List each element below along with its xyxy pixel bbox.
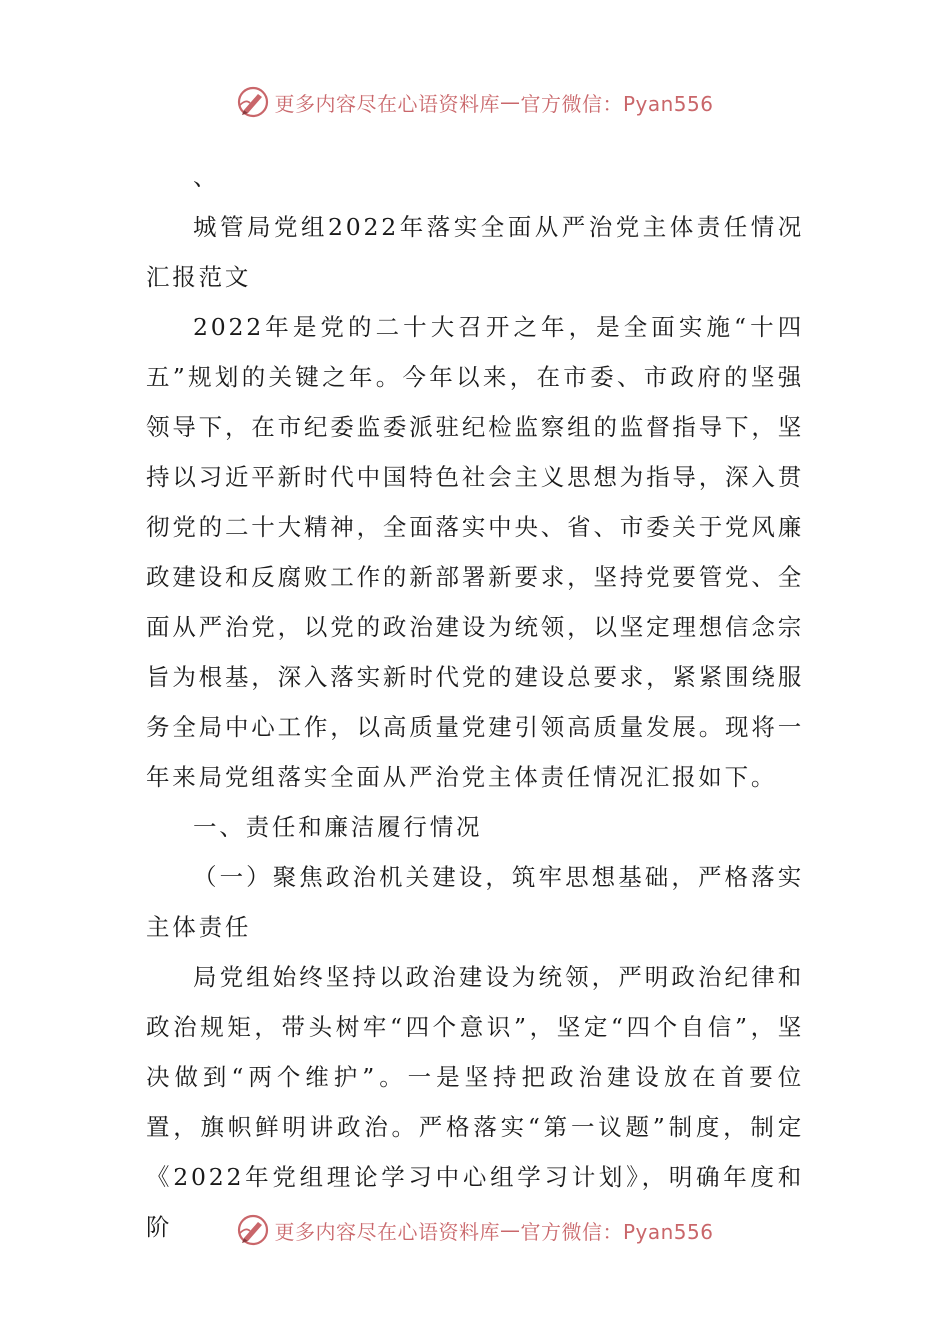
- punctuation-mark: 、: [193, 163, 217, 191]
- watermark-contact: 官方微信：Pyan556: [520, 1219, 714, 1244]
- watermark-separator: —: [499, 90, 521, 114]
- watermark-separator: —: [499, 1218, 521, 1242]
- pen-logo-icon: [236, 85, 270, 119]
- watermark-footer: [0, 1210, 950, 1250]
- paragraph-intro: 2022年是党的二十大召开之年，是全面实施“十四五”规划的关键之年。今年以来，在市委、市政府的坚强领导下，在市纪委监委派驻纪检监察组的监督指导下，坚持以习近平新时代中国特色社会主义思想为指导，深入贯彻党的二十大精神，全面落实中央、省、市委关于党风廉政建设和反腐败工作的新部署新要求，坚持党要管党、全面从严治党，以党的政治建设为统领，以坚定理想信念宗旨为根基，深入落实新时代党的建设总要求，紧紧围绕服务全局中心工作，以高质量党建引领高质量发展。现将一年来局党组落实全面从严治党主体责任情况汇报如下。: [146, 313, 804, 791]
- subsection-heading: （一）聚焦政治机关建设，筑牢思想基础，严格落实主体责任: [146, 863, 804, 941]
- watermark-text: 更多内容尽在心语资料库: [274, 1219, 500, 1244]
- watermark-contact: 官方微信：Pyan556: [520, 91, 714, 116]
- document-body: [146, 152, 804, 1252]
- pen-logo-icon: [236, 1213, 270, 1247]
- watermark-header: [0, 82, 950, 122]
- section-heading: 一、责任和廉洁履行情况: [193, 813, 483, 841]
- paragraph-body: 局党组始终坚持以政治建设为统领，严明政治纪律和政治规矩，带头树牢“四个意识”，坚定“四个自信”，坚决做到“两个维护”。一是坚持把政治建设放在首要位置，旗帜鲜明讲政治。严格落实“第一议题”制度，制定《2022年党组理论学习中心组学习计划》，明确年度和阶: [146, 963, 804, 1241]
- watermark-text: 更多内容尽在心语资料库: [274, 91, 500, 116]
- document-title: 城管局党组2022年落实全面从严治党主体责任情况汇报范文: [146, 213, 804, 291]
